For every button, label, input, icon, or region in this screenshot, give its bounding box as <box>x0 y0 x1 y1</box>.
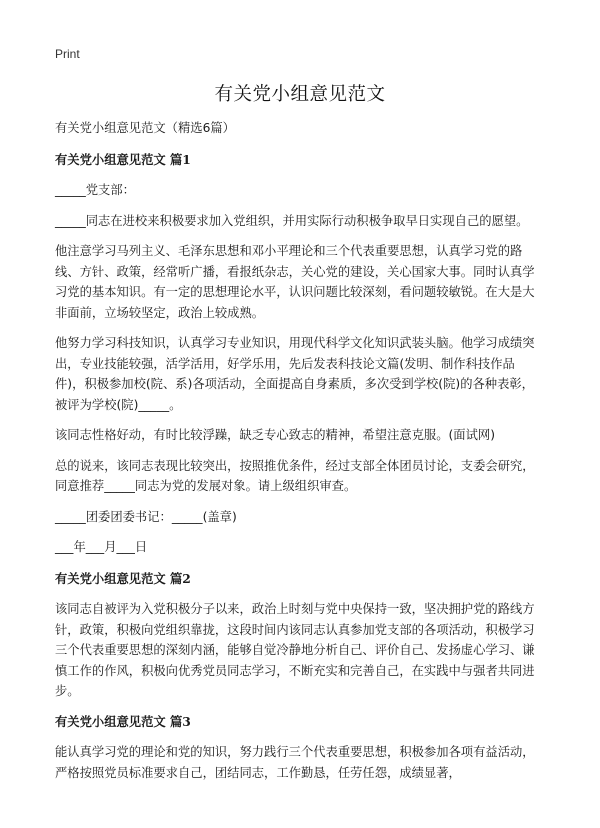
paragraph: 他注意学习马列主义、毛泽东思想和邓小平理论和三个代表重要思想，认真学习党的路线、方针、政策，经常听广播，看报纸杂志，关心党的建设，关心国家大事。同时认真学习党的基本知识。有一定的思想理论水平，认识问题比较深刻，看问题较敏锐。在大是大非面前，立场较坚定，政治上较成熟。 <box>55 244 535 320</box>
print-label[interactable]: Print <box>55 47 80 61</box>
document-body <box>55 118 541 793</box>
paragraph: 总的说来，该同志表现比较突出，按照推优条件，经过支部全体团员讨论，支委会研究，同意推荐_____同志为党的发展对象。请上级组织审查。 <box>55 458 535 493</box>
document-title: 有关党小组意见范文 <box>214 84 386 105</box>
signature-line: _____团委团委书记：_____(盖章) <box>55 509 237 524</box>
date-line: ___年___月___日 <box>55 540 148 554</box>
paragraph: _____党支部： <box>55 183 135 197</box>
section-heading-2: 有关党小组意见范文 篇2 <box>55 570 191 586</box>
paragraph: _____同志在进校来积极要求加入党组织，并用实际行动积极争取早日实现自己的愿望。 <box>55 213 529 228</box>
paragraph: 该同志自被评为入党积极分子以来，政治上时刻与党中央保持一致，坚决拥护党的路线方针，政策，积极向党组织靠拢，这段时间内该同志认真参加党支部的各项活动，积极学习三个代表重要思想的深刻内涵，能够自觉冷静地分析自己、评价自己、发扬虚心学习、谦慎工作的作风，积极向优秀党员同志学习，不断充实和完善自己，在实践中与强者共同进步。 <box>55 602 535 698</box>
paragraph: 他努力学习科技知识，认真学习专业知识，用现代科学文化知识武装头脑。他学习成绩突出，专业技能较强，活学活用，好学乐用，先后发表科技论文篇(发明、制作科技作品件)，积极参加校(院、系)各项活动，全面提高自身素质，多次受到学校(院)的各种表彰，被评为学校(院)_____。 <box>55 336 535 412</box>
section-heading-3: 有关党小组意见范文 篇3 <box>55 713 191 729</box>
paragraph: 能认真学习党的理论和党的知识，努力践行三个代表重要思想，积极参加各项有益活动，严格按照党员标准要求自己，团结同志，工作勤恳，任劳任怨，成绩显著， <box>55 745 535 780</box>
paragraph: 该同志性格好动，有时比较浮躁，缺乏专心致志的精神，希望注意克服。(面试网) <box>55 428 495 442</box>
section-heading-1: 有关党小组意见范文 篇1 <box>55 151 191 167</box>
document-subtitle: 有关党小组意见范文（精选6篇） <box>55 121 235 135</box>
